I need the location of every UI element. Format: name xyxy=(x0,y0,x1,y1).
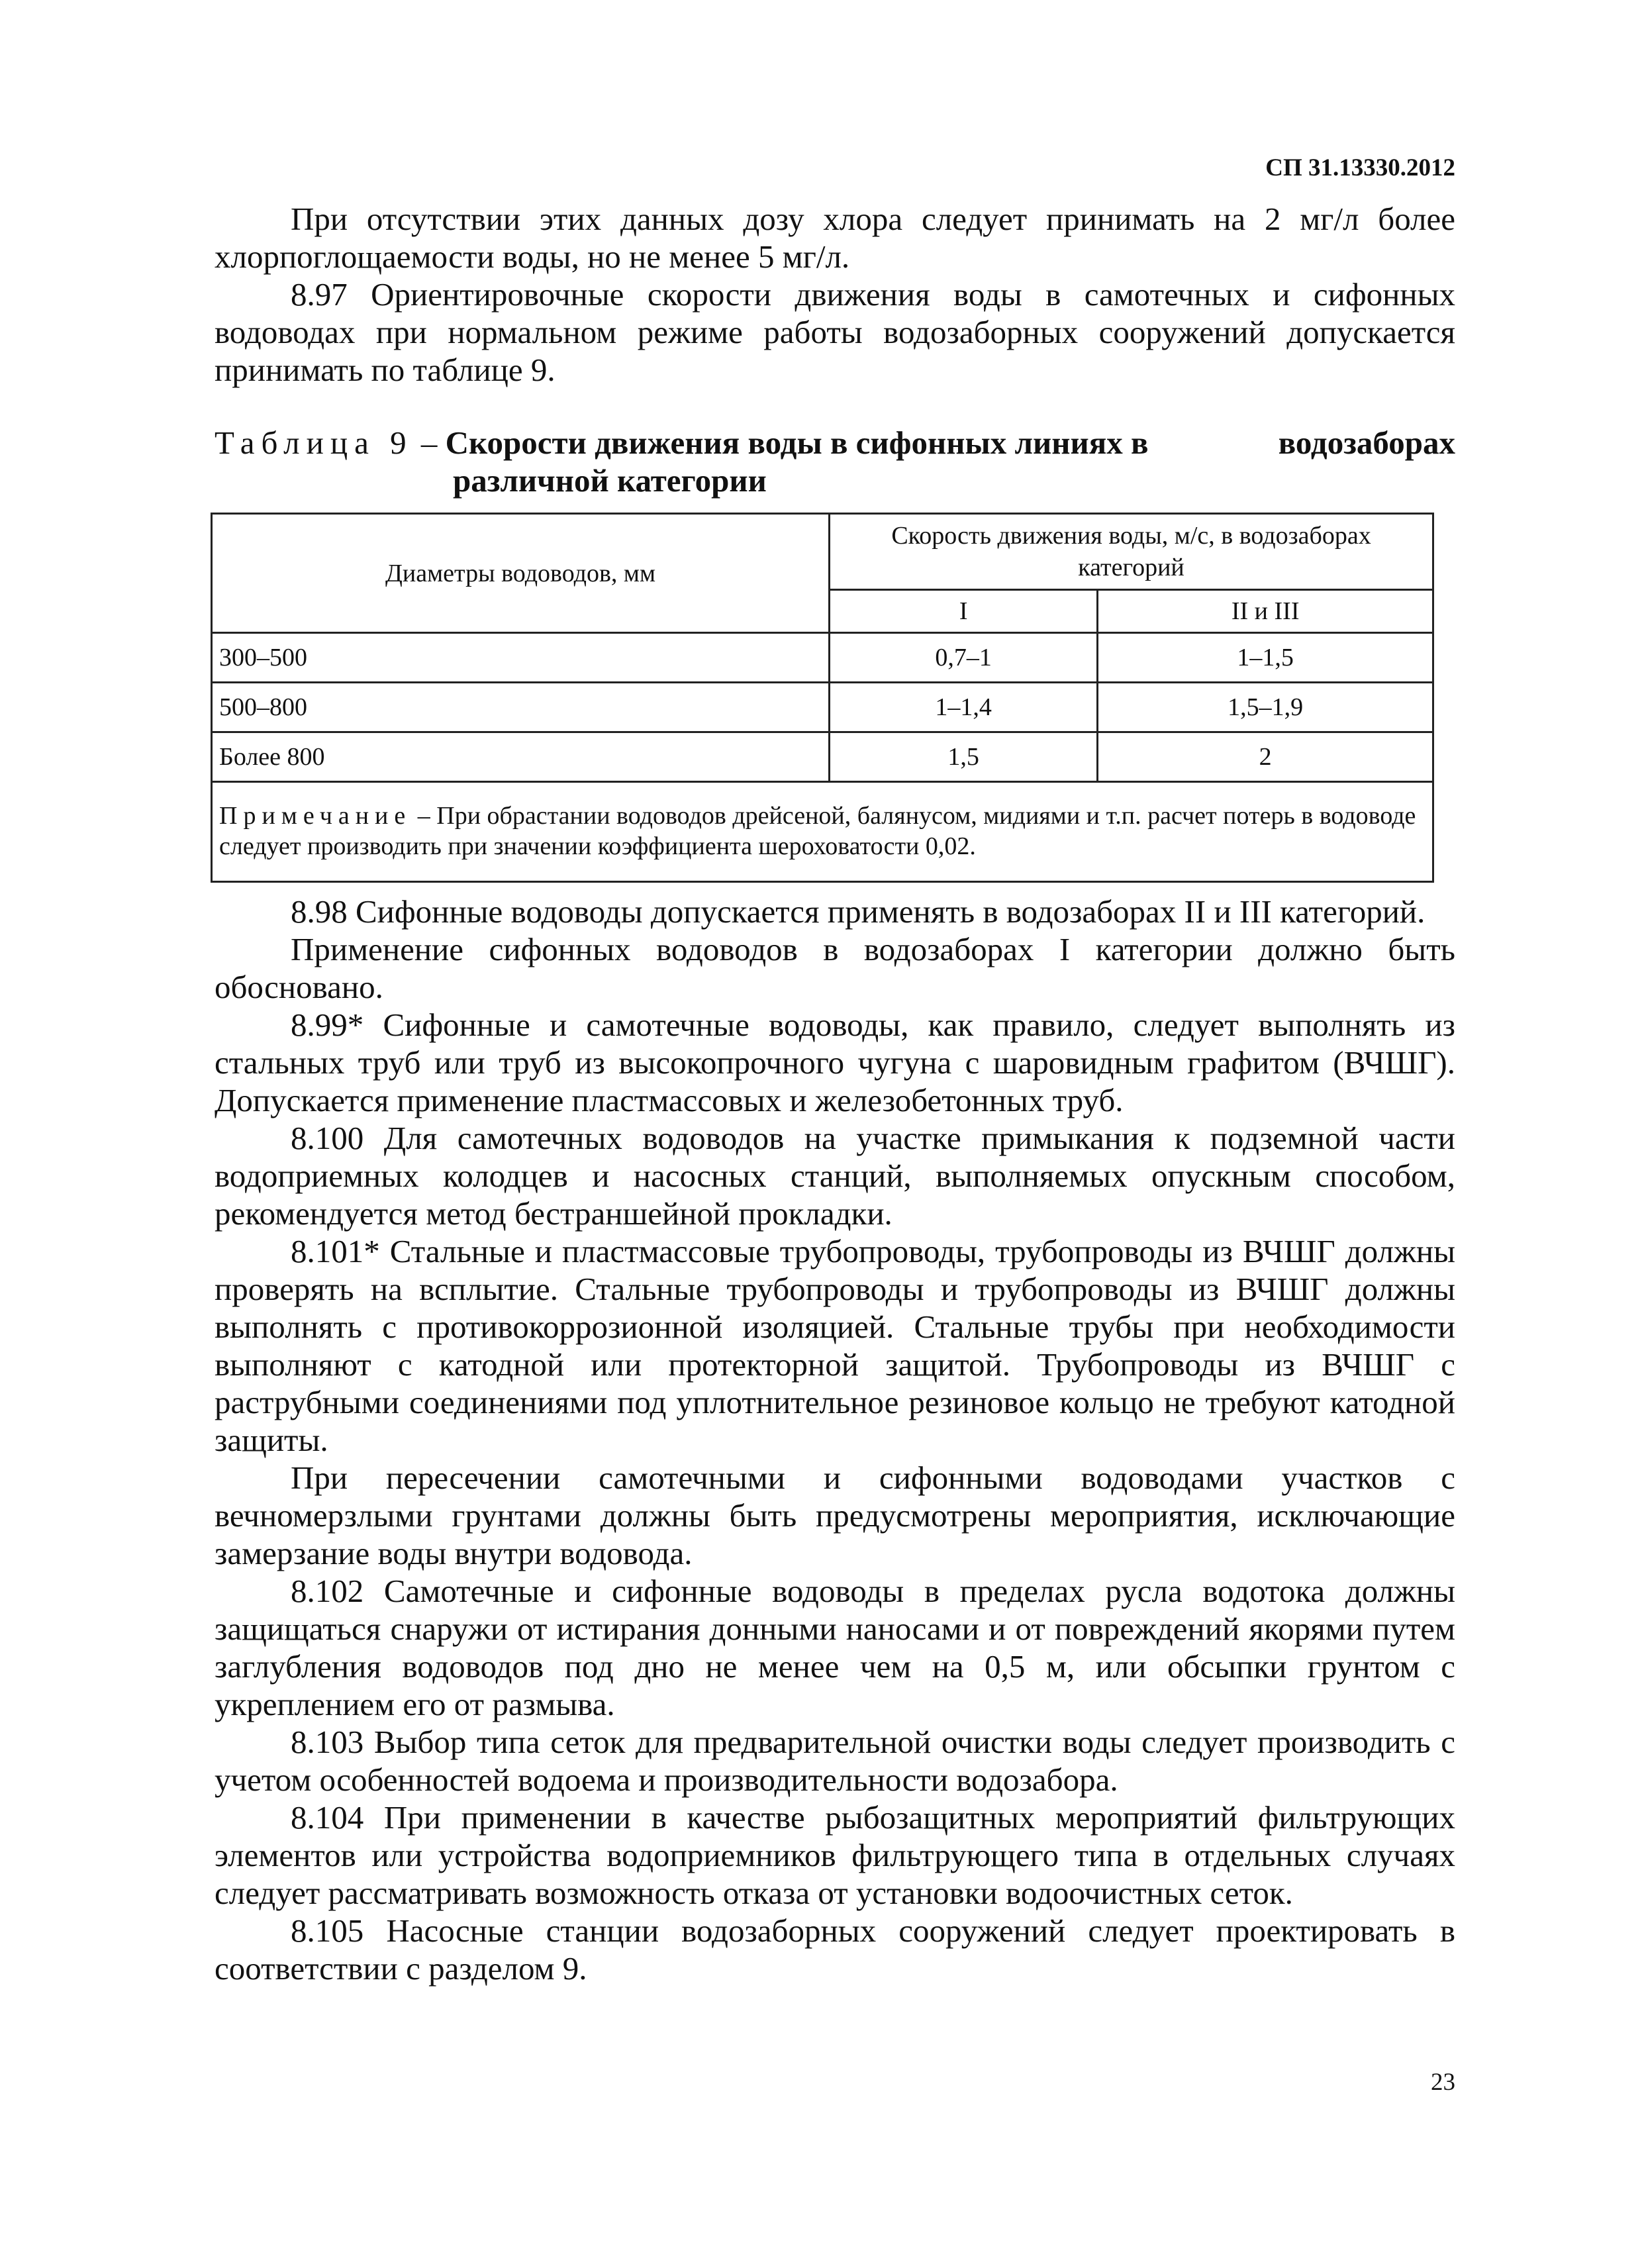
main-text xyxy=(215,893,1455,1987)
cell-cat1: 1,5 xyxy=(830,732,1098,782)
table-header-row xyxy=(212,514,1433,590)
paragraph-8-98: 8.98 Сифонные водоводы допускается применять в водозаборах II и III категорий. xyxy=(291,893,1425,930)
table-row xyxy=(212,732,1433,782)
paragraph-8-101-cont: При пересечении самотечными и сифонными водоводами участков с вечномерзлыми грунтами должны быть предусмотрены мероприятия, исключающие замерзание воды внутри водовода. xyxy=(215,1459,1455,1571)
paragraph-8-104: 8.104 При применении в качестве рыбозащитных мероприятий фильтрующих элементов или устройства водоприемников фильтрующего типа в отдельных случаях следует рассматривать возможность отказа от установки водоочистных сеток. xyxy=(215,1799,1455,1911)
cell-diameter: 300–500 xyxy=(212,633,830,683)
table-note xyxy=(212,782,1433,882)
paragraph-8-100: 8.100 Для самотечных водоводов на участке примыкания к подземной части водоприемных колодцев и насосных станций, выполняемых опускным способом, рекомендуется метод бестраншейной прокладки. xyxy=(215,1120,1455,1232)
paragraph-8-98-cont: Применение сифонных водоводов в водозаборах I категории должно быть обосновано. xyxy=(215,931,1455,1005)
paragraph-8-102: 8.102 Самотечные и сифонные водоводы в пределах русла водотока должны защищаться снаружи от истирания донными наносами и от повреждений якорями путем заглубления водоводов под дно не менее чем на 0,5 м, или обсыпки грунтом с укреплением его от размыва. xyxy=(215,1573,1455,1722)
table-row xyxy=(212,683,1433,732)
paragraph-chlorine-dose: При отсутствии этих данных дозу хлора следует принимать на 2 мг/л более хлорпоглощаемости воды, но не менее 5 мг/л. xyxy=(215,201,1455,275)
paragraph-8-97: 8.97 Ориентировочные скорости движения воды в самотечных и сифонных водоводах при нормальном режиме работы водозаборных сооружений допускается принимать по таблице 9. xyxy=(215,276,1455,388)
header-speed: Скорость движения воды, м/с, в водозаборах категорий xyxy=(830,514,1433,590)
document-code: СП 31.13330.2012 xyxy=(1265,154,1455,181)
cell-cat1: 1–1,4 xyxy=(830,683,1098,732)
table-caption-dash: – xyxy=(412,424,446,461)
cell-diameter: 500–800 xyxy=(212,683,830,732)
paragraph-8-103: 8.103 Выбор типа сеток для предварительной очистки воды следует производить с учетом особенностей водоема и производительности водозабора. xyxy=(215,1724,1455,1798)
cell-cat1: 0,7–1 xyxy=(830,633,1098,683)
table-caption-title-line1-end: водозаборах xyxy=(1278,424,1455,461)
header-diameter: Диаметры водоводов, мм xyxy=(212,514,830,633)
velocity-table xyxy=(211,513,1434,883)
table-note-row xyxy=(212,782,1433,882)
cell-diameter: Более 800 xyxy=(212,732,830,782)
intro-section xyxy=(215,200,1455,389)
table-row xyxy=(212,633,1433,683)
table-caption-title-line1: Скорости движения воды в сифонных линиях в xyxy=(445,424,1149,461)
paragraph-8-99: 8.99* Сифонные и самотечные водоводы, как правило, следует выполнять из стальных труб или труб из высокопрочного чугуна с шаровидным графитом (ВЧШГ). Допускается применение пластмассовых и железобетонных труб. xyxy=(215,1007,1455,1118)
paragraph-8-105: 8.105 Насосные станции водозаборных сооружений следует проектировать в соответствии с разделом 9. xyxy=(215,1912,1455,1987)
header-category-1: I xyxy=(830,590,1098,633)
note-text: – При обрастании водоводов дрейсеной, балянусом, мидиями и т.п. расчет потерь в водоводе следует производить при значении коэффициента шероховатости 0,02. xyxy=(219,802,1416,860)
paragraph-8-101: 8.101* Стальные и пластмассовые трубопроводы, трубопроводы из ВЧШГ должны проверять на всплытие. Стальные трубопроводы и трубопроводы из ВЧШГ должны выполнять с противокоррозионной изоляцией. Стальные трубы при необходимости выполняют с катодной или протекторной защитой. Трубопроводы из ВЧШГ с раструбными соединениями под уплотнительное резиновое кольцо не требуют катодной защиты. xyxy=(215,1233,1455,1458)
cell-cat23: 1–1,5 xyxy=(1098,633,1433,683)
table-caption-label: Таблица 9 xyxy=(215,424,413,461)
table-caption xyxy=(215,424,1455,499)
note-label: Примечание xyxy=(219,802,412,830)
table-caption-title-line2: различной категории xyxy=(453,462,767,499)
header-category-2-3: II и III xyxy=(1098,590,1433,633)
cell-cat23: 2 xyxy=(1098,732,1433,782)
page-number: 23 xyxy=(1431,2069,1455,2096)
cell-cat23: 1,5–1,9 xyxy=(1098,683,1433,732)
